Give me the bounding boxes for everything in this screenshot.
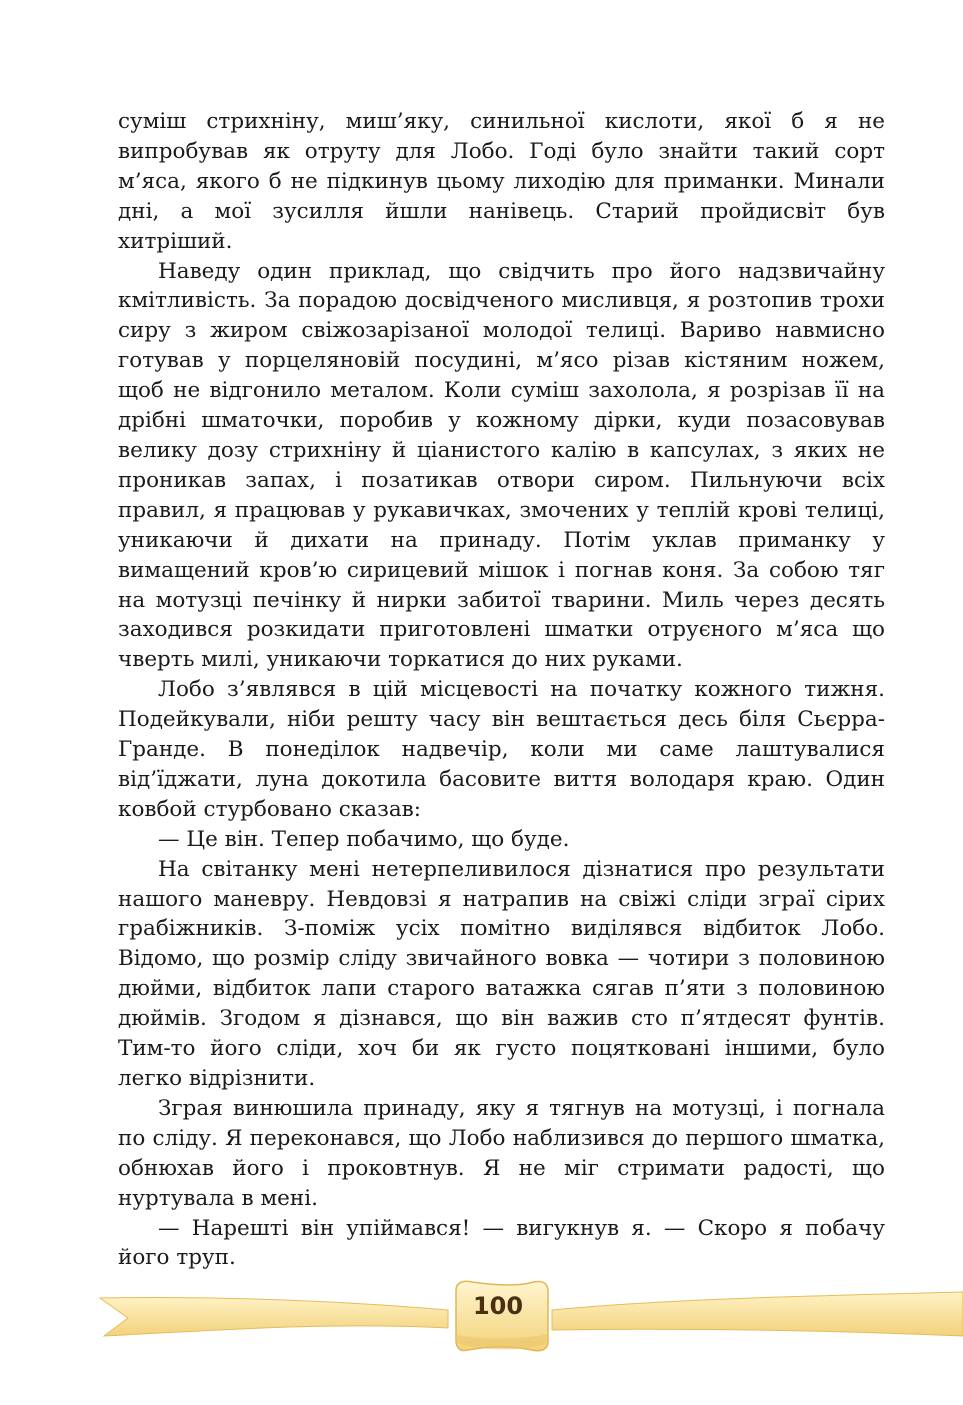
ribbon-left	[100, 1298, 448, 1337]
paragraph-4: — Це він. Тепер побачимо, що буде.	[158, 826, 570, 852]
page-number: 100	[472, 1292, 524, 1320]
ribbon-right	[552, 1292, 963, 1336]
paragraph-1: суміш стрихніну, миш’яку, синильної кислоти, якої б я не випробував як отруту для Лобо. Годі було знайти такий сорт м’яса, якого б не підкинув цьому лиходію для приманки. Минали дні, а мої зусилля йшли нанівець. Старий пройдисвіт був хитріший.	[118, 109, 885, 254]
footer-ribbon	[0, 1270, 963, 1370]
paragraph-2: Наведу один приклад, що свідчить про його надзвичайну кмітливість. За порадою досвідченого мисливця, я розтопив трохи сиру з жиром свіжозарізаної молодої телиці. Вариво навмисно готував у порцеляновій посудині, м’ясо різав кістяним ножем, щоб не відгонило металом. Коли суміш захолола, я розрізав її на дрібні шматочки, поробив у кожному дірки, куди позасовував велику дозу стрихніну й ціанистого калію в капсулах, з яких не проникав запах, і позатикав отвори сиром. Пильнуючи всіх правил, я працював у рукавичках, змочених у теплій крові телиці, уникаючи й дихати на принаду. Потім уклав приманку у вимащений кров’ю сирицевий мішок і погнав коня. За собою тяг на мотузці печінку й нирки забитої тварини. Миль через десять заходився розкидати приготовлені шматки отруєного м’яса що чверть милі, уникаючи торкатися до них руками.	[118, 258, 885, 673]
paragraph-5: На світанку мені нетерпеливилося дізнатися про результати нашого маневру. Невдовзі я натрапив на свіжі сліди зграї сірих грабіжників. З-поміж усіх помітно виділявся відбиток Лобо. Відомо, що розмір сліду звичайного вовка — чотири з половиною дюйми, відбиток лапи старого ватажка сягав п’яти з половиною дюймів. Згодом я дізнався, що він важив сто п’ятдесят фунтів. Тим-то його сліди, хоч би як густо поцятковані іншими, було легко відрізнити.	[118, 856, 885, 1091]
body-text	[118, 107, 885, 1273]
paragraph-7: — Нарешті він упіймався! — вигукнув я. — Скоро я побачу його труп.	[118, 1215, 885, 1271]
paragraph-6: Зграя винюшила принаду, яку я тягнув на мотузці, і погнала по сліду. Я переконався, що Лобо наблизився до першого шматка, обнюхав його і проковтнув. Я не міг стримати радості, що нуртувала в мені.	[118, 1095, 885, 1211]
paragraph-3: Лобо з’являвся в цій місцевості на початку кожного тижня. Подейкували, ніби решту часу він вештається десь біля Сьєрра-Гранде. В понеділок надвечір, коли ми саме лаштувалися від’їджати, луна докотила басовите виття володаря краю. Один ковбой стурбовано сказав:	[118, 677, 885, 822]
